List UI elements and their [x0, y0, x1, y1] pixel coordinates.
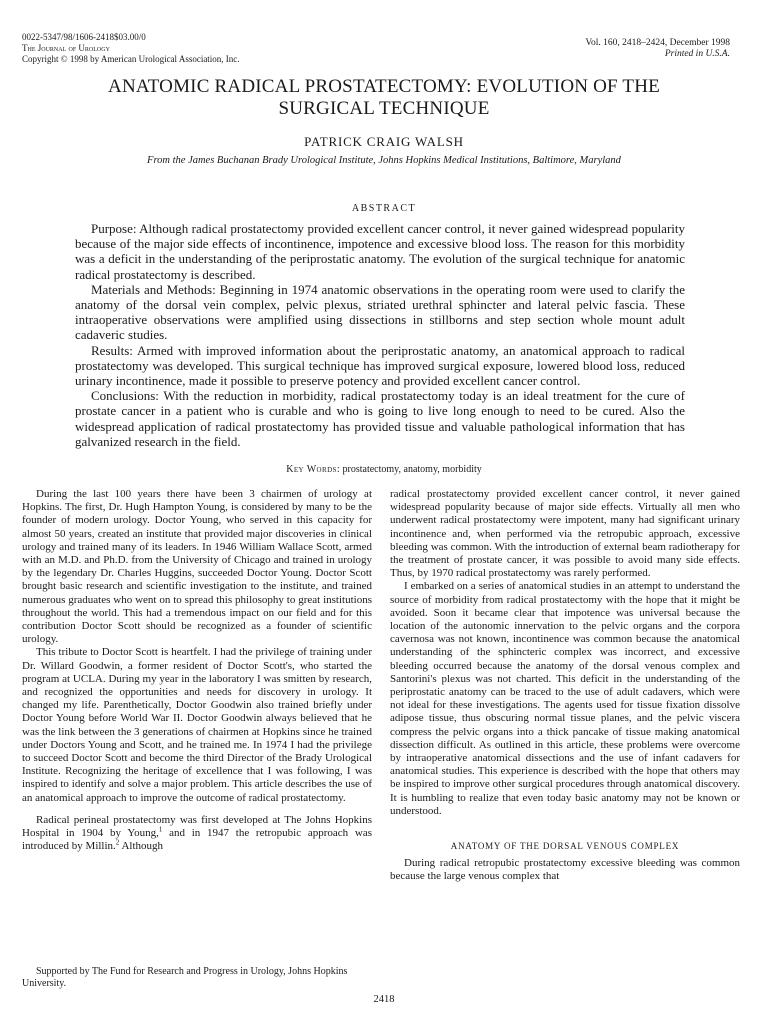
abstract-purpose: Purpose: Although radical prostatectomy provided excellent cancer control, it never gained widespread popularity because of the major side effects of incontinence, impotence and excessive blood loss. The reason for this morbidity was a deficit in the understanding of the periprostatic anatomy. The evolution of the surgical technique for anatomic radical prostatectomy is described. — [75, 221, 685, 282]
author-name: PATRICK CRAIG WALSH — [304, 134, 464, 149]
volume-info: Vol. 160, 2418–2424, December 1998 — [585, 38, 730, 48]
abstract-heading: ABSTRACT — [351, 203, 417, 214]
abstract-results: Results: Armed with improved information about the periprostatic anatomy, an anatomical approach to radical prostatectomy was developed. This surgical technique has improved surgical exposure, lowered blood loss, reduced urinary incontinence, made it possible to preserve potency and provided excellent cancer control. — [75, 342, 685, 389]
reference-marker: 1 — [158, 825, 163, 834]
title-line-2: SURGICAL TECHNIQUE — [278, 98, 490, 119]
abstract-methods: Materials and Methods: Beginning in 1974 anatomic observations in the operating room were used to clarify the anatomy of the dorsal vein complex, pelvic plexus, striated urethral sphincter and lateral pelvic fascia. These intraoperative observations were amplified using dissections in stillborns and step section whole mount adult cadaveric studies. — [75, 281, 685, 343]
body-column-left — [22, 488, 372, 853]
paragraph-text: Radical perineal prostatectomy was first developed at The Johns Hopkins Hospital in 1904 by Young, — [22, 813, 372, 840]
key-words-text: prostatectomy, anatomy, morbidity — [342, 464, 482, 475]
paragraph-text: and in 1947 the retropubic approach was introduced by Millin. — [22, 827, 372, 853]
body-column-right — [390, 488, 740, 884]
author-affiliation: From the James Buchanan Brady Urological Institute, Johns Hopkins Medical Institutions, Baltimore, Maryland — [147, 155, 621, 166]
page-number: 2418 — [373, 994, 395, 1005]
key-words-label: Key Words: — [286, 464, 341, 475]
reference-marker: 2 — [115, 838, 120, 847]
article-title — [40, 76, 728, 120]
paragraph: radical prostatectomy provided excellent cancer control, it never gained widespread popularity because of major side effects. Virtually all men who underwent radical prostatectomy were impotent, many had significant urinary incontinence and, when performed via the retropubic approach, excessive bleeding was common. With the introduction of external beam radiotherapy for the treatment of prostate cancer, it was possible to avoid many side effects. Thus, by 1970 radical prostatectomy was rarely performed. — [390, 488, 740, 580]
paragraph: This tribute to Doctor Scott is heartfelt. I had the privilege of training under Dr. Willard Goodwin, a former resident of Doctor Scott's, who started the program at UCLA. During my year in the laboratory I was smitten by research, and recognized the opportunities and needs for discovery in urology. It changed my life. Parenthetically, Doctor Goodwin also trained briefly under Doctor Young before World War II. Doctor Goodwin always believed that he was the link between the 3 generations of chairmen at Hopkins since he trained under Doctors Young and Scott, and he trained me. In 1974 I had the privilege to succeed Doctor Scott and become the third Director of the Brady Urological Institute. Recognizing the heritage of excellence that I was following, I was inspired to identify and solve a major problem. This article describes the use of an anatomical approach to improve the outcome of radical prostatectomy. — [22, 646, 372, 804]
key-words — [40, 464, 728, 475]
paragraph — [22, 814, 372, 854]
journal-header-right — [585, 38, 730, 60]
abstract — [75, 221, 685, 449]
paragraph: I embarked on a series of anatomical studies in an attempt to understand the source of morbidity from radical prostatectomy with the hope that it might be avoided. Soon it became clear that impotence was universal because the location of the autonomic innervation to the pelvic organs and the corpora cavernosa was not known, incontinence was common because the anatomical understanding of the sphincteric complex was incorrect, and excessive bleeding occurred because the anatomy of the dorsal venous complex and Santorini's plexus was not charted. This deficit in the understanding of the periprostatic anatomy can be traced to the use of adult cadavers, which were not ideal for these investigations. The agents used for tissue fixation dissolve adipose tissue, thus obscuring normal tissue planes, and the pelvic viscera compress the pelvic organs into a thick pancake of tissue making anatomical dissection difficult. As outlined in this article, these problems were overcome by intraoperative anatomical dissections and the use of infant cadavers for anatomical studies. This experience is described with the hope that others may be inspired to improve other surgical procedures through anatomical discovery. It is humbling to realize that even today basic anatomy may not be known or understood. — [390, 580, 740, 817]
section-heading: ANATOMY OF THE DORSAL VENOUS COMPLEX — [450, 841, 680, 852]
journal-name: The Journal of Urology — [22, 43, 110, 53]
copyright-line: Copyright © 1998 by American Urological Association, Inc. — [22, 54, 240, 64]
paragraph: During radical retropubic prostatectomy excessive bleeding was common because the large venous complex that — [390, 857, 740, 883]
footnote — [22, 966, 372, 989]
article-code: 0022-5347/98/1606-2418$03.00/0 — [22, 32, 146, 42]
printed-in: Printed in U.S.A. — [664, 49, 730, 59]
abstract-conclusions: Conclusions: With the reduction in morbidity, radical prostatectomy today is an ideal treatment for the cure of prostate cancer in a patient who is curable and who is going to live long enough to need to be cured. Also the widespread application of radical prostatectomy has provided tissue and valuable pathological information that has galvanized research in the field. — [75, 388, 685, 449]
title-line-1: ANATOMIC RADICAL PROSTATECTOMY: EVOLUTION OF THE — [108, 76, 660, 97]
journal-header-left — [22, 32, 240, 65]
paragraph-text: Although — [119, 840, 163, 853]
funding-note: Supported by The Fund for Research and Progress in Urology, Johns Hopkins University. — [22, 966, 348, 989]
paragraph: During the last 100 years there have been 3 chairmen of urology at Hopkins. The first, Dr. Hugh Hampton Young, is considered by many to be the founder of modern urology. Doctor Young, who served in this capacity for almost 50 years, created an institute that provided major discoveries in clinical urology and trained many of its leaders. In 1946 William Wallace Scott, armed with an M.D. and Ph.D. from the University of Chicago and trained in urology by the legendary Dr. Charles Huggins, succeeded Doctor Young. Doctor Scott brought basic research and scientific investigation to the institute, and trained numerous graduates who went on to spread this philosophy to great institutions throughout the world. This had a tremendous impact on our field and for this contribution Doctor Scott should be recognized as a founder of scientific urology. — [22, 488, 372, 646]
